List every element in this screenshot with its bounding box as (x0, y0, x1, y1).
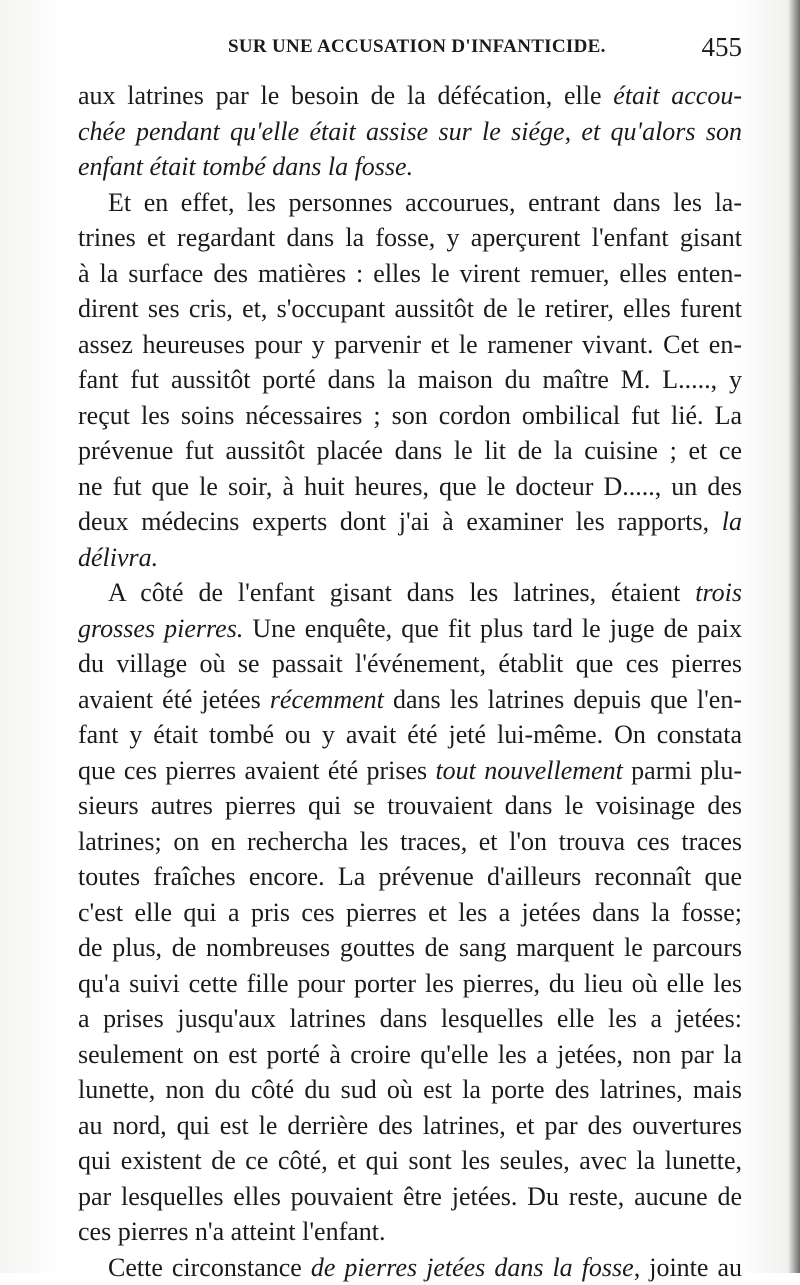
text-line (78, 540, 742, 576)
text-segment: dirent ses cris, et, s'occupant aussitôt de le retirer, elles furent (78, 294, 742, 323)
text-segment: fant y était tombé ou y avait été jeté lui-même. On constata (78, 720, 742, 749)
text-segment: que ces pierres avaient été prises (78, 756, 435, 785)
text-line (78, 185, 742, 221)
text-segment: du village où se passait l'événement, établit que ces pierres (78, 649, 742, 678)
text-line (78, 966, 742, 1002)
body-text (78, 78, 742, 1285)
text-line (78, 895, 742, 931)
text-line (78, 1001, 742, 1037)
text-line (78, 646, 742, 682)
text-segment: à la surface des matières : elles le virent remuer, elles enten- (78, 259, 742, 288)
text-segment: lunette, non du côté du sud où est la porte des latrines, mais (78, 1075, 742, 1104)
text-segment: était accou- (613, 81, 742, 110)
text-line (78, 433, 742, 469)
text-segment: Une enquête, que fit plus tard le juge de paix (243, 614, 742, 643)
text-segment: ne fut que le soir, à huit heures, que le docteur D....., un des (78, 472, 742, 501)
text-segment: deux médecins experts dont j'ai à examiner les rapports, (78, 507, 722, 536)
text-line (78, 114, 742, 150)
text-line (78, 682, 742, 718)
text-segment: au nord, qui est le derrière des latrines, et par des ouvertures (78, 1111, 742, 1140)
text-line (78, 327, 742, 363)
text-segment: aux latrines par le besoin de la défécation, elle (78, 81, 613, 110)
page-edge-shadow (788, 0, 800, 1273)
text-segment: trines et regardant dans la fosse, y aperçurent l'enfant gisant (78, 223, 742, 252)
text-line (78, 504, 742, 540)
text-segment: dans les latrines depuis que l'en- (384, 685, 742, 714)
text-segment: reçut les soins nécessaires ; son cordon ombilical fut lié. La (78, 401, 742, 430)
text-segment: par lesquelles elles pouvaient être jetées. Du reste, aucune de (78, 1182, 742, 1211)
text-segment: toutes fraîches encore. La prévenue d'ailleurs reconnaît que (78, 862, 742, 891)
text-line (78, 149, 742, 185)
text-segment: a prises jusqu'aux latrines dans lesquelles elle les a jetées: (78, 1004, 742, 1033)
text-segment: chée pendant qu'elle était assise sur le siége, et qu'alors son (78, 117, 742, 146)
text-line (78, 220, 742, 256)
text-segment: trois (695, 578, 742, 607)
text-line (78, 859, 742, 895)
text-line (78, 291, 742, 327)
text-segment: jointe au (640, 1253, 742, 1282)
text-segment: de pierres jetées dans la fosse, (311, 1253, 640, 1282)
text-segment: récemment (270, 685, 384, 714)
text-segment: c'est elle qui a pris ces pierres et les a jetées dans la fosse; (78, 898, 742, 927)
running-title: SUR UNE ACCUSATION D'INFANTICIDE. (228, 36, 606, 58)
text-line (78, 1250, 742, 1285)
text-segment: sieurs autres pierres qui se trouvaient dans le voisinage des (78, 791, 742, 820)
text-line (78, 753, 742, 789)
text-segment: A côté de l'enfant gisant dans les latrines, étaient (108, 578, 695, 607)
text-line (78, 1143, 742, 1179)
text-line (78, 362, 742, 398)
text-segment: tout nouvellement (435, 756, 622, 785)
text-segment: prévenue fut aussitôt placée dans le lit de la cuisine ; et ce (78, 436, 742, 465)
text-line (78, 611, 742, 647)
text-line (78, 575, 742, 611)
text-segment: de plus, de nombreuses gouttes de sang marquent le parcours (78, 933, 742, 962)
text-segment: ces pierres n'a atteint l'enfant. (78, 1217, 386, 1246)
text-segment: fant fut aussitôt porté dans la maison du maître M. L....., y (78, 365, 742, 394)
text-line (78, 78, 742, 114)
text-segment: parmi plu- (623, 756, 742, 785)
text-segment: enfant était tombé dans la fosse. (78, 152, 413, 181)
text-line (78, 1037, 742, 1073)
text-line (78, 1214, 742, 1250)
text-segment: la (722, 507, 742, 536)
text-segment: seulement on est porté à croire qu'elle les a jetées, non par la (78, 1040, 742, 1069)
text-line (78, 1072, 742, 1108)
text-line (78, 256, 742, 292)
text-segment: qu'a suivi cette fille pour porter les pierres, du lieu où elle les (78, 969, 742, 998)
text-line (78, 717, 742, 753)
text-segment: avaient été jetées (78, 685, 270, 714)
text-line (78, 824, 742, 860)
page-number: 455 (702, 32, 743, 63)
text-segment: assez heureuses pour y parvenir et le ramener vivant. Cet en- (78, 330, 742, 359)
text-segment: qui existent de ce côté, et qui sont les seules, avec la lunette, (78, 1146, 742, 1175)
text-line (78, 469, 742, 505)
text-line (78, 788, 742, 824)
text-line (78, 1179, 742, 1215)
text-segment: délivra. (78, 543, 158, 572)
text-line (78, 1108, 742, 1144)
text-segment: grosses pierres. (78, 614, 243, 643)
text-segment: latrines; on en rechercha les traces, et l'on trouva ces traces (78, 827, 742, 856)
text-segment: Et en effet, les personnes accourues, entrant dans les la- (108, 188, 742, 217)
text-segment: Cette circonstance (108, 1253, 311, 1282)
page-header (78, 36, 742, 72)
text-line (78, 398, 742, 434)
text-line (78, 930, 742, 966)
